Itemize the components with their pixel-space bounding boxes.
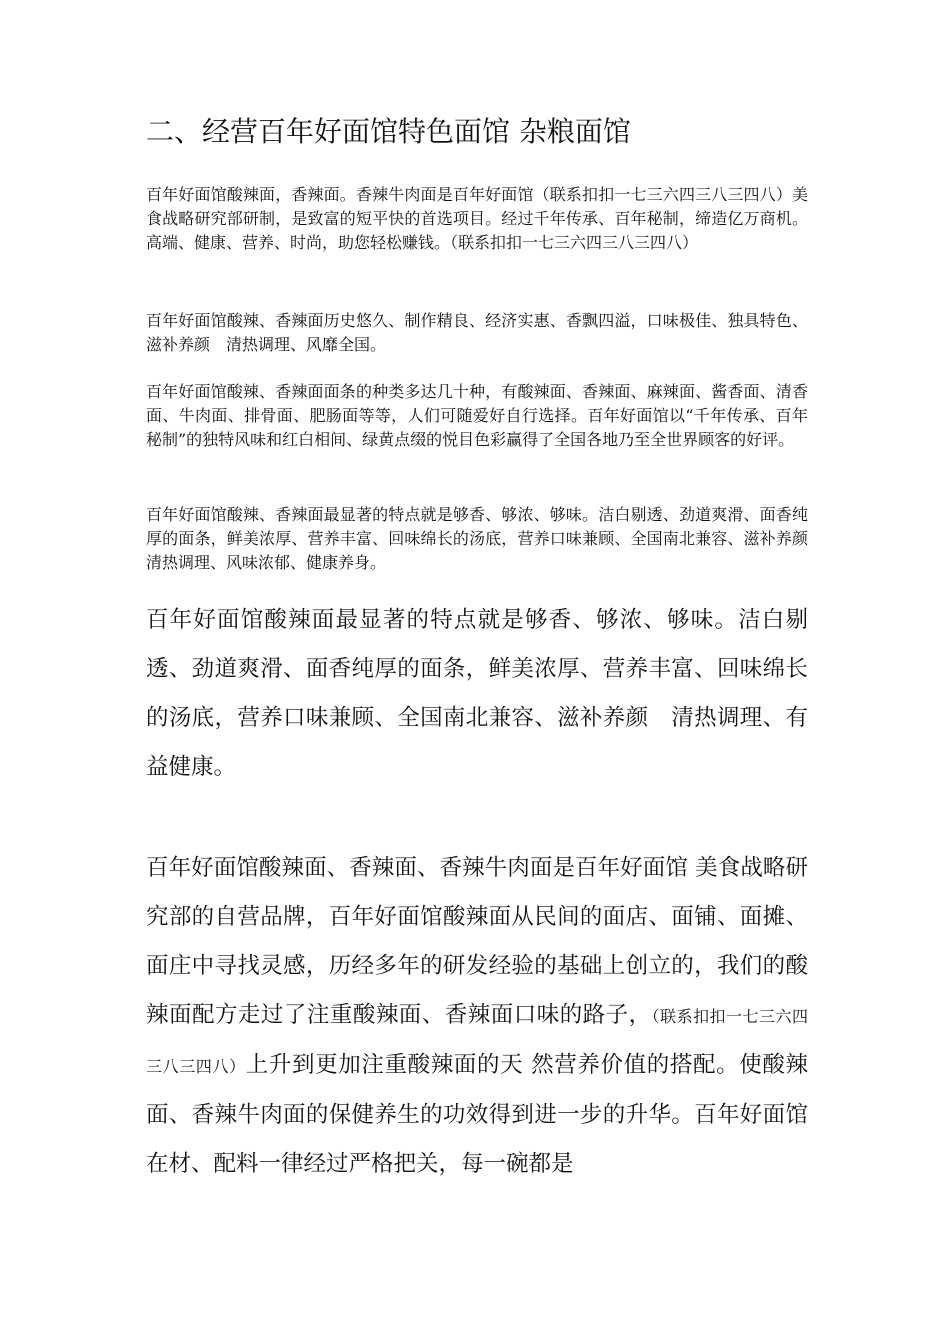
page-title: 二、经营百年好面馆特色面馆 杂粮面馆	[146, 115, 631, 148]
paragraph-brand	[146, 844, 808, 1189]
paragraph-features-large: 百年好面馆酸辣面最显著的特点就是够香、够浓、够味。洁白剔透、劲道爽滑、面香纯厚的面条，鲜美浓厚、营养丰富、回味绵长的汤底，营养口味兼顾、全国南北兼容、滋补养颜 清热调理、有益健康。	[146, 607, 808, 780]
paragraph-brand-part-a: 百年好面馆酸辣面、香辣面、香辣牛肉面是百年好面馆 美食战略研究部的自营品牌，百年好面馆酸辣面从民间的面店、面铺、面摊、面庄中寻找灵感，历经多年的研发经验的基础上创立的，我们的酸辣面配方走过了注重酸辣面、香辣面口味的路子，	[146, 855, 808, 1028]
paragraph-history: 百年好面馆酸辣、香辣面历史悠久、制作精良、经济实惠、香飘四溢，口味极佳、独具特色、滋补养颜 清热调理、风靡全国。	[146, 311, 808, 354]
contact-note: （联系扣扣一七三六四三八三四八）	[146, 1007, 808, 1076]
paragraph-features: 百年好面馆酸辣、香辣面最显著的特点就是够香、够浓、够味。洁白剔透、劲道爽滑、面香纯厚的面条，鲜美浓厚、营养丰富、回味绵长的汤底，营养口味兼顾、全国南北兼容、滋补养颜 清热调理、风味浓郁、健康养身。	[146, 505, 825, 572]
paragraph-varieties: 百年好面馆酸辣、香辣面面条的种类多达几十种，有酸辣面、香辣面、麻辣面、酱香面、清香面、牛肉面、排骨面、肥肠面等等，人们可随爱好自行选择。百年好面馆以“千年传承、百年秘制”的独特风味和红白相间、绿黄点缀的悦目色彩赢得了全国各地乃至全世界顾客的好评。	[146, 382, 808, 449]
paragraph-intro: 百年好面馆酸辣面，香辣面。香辣牛肉面是百年好面馆（联系扣扣一七三六四三八三四八）美食战略研究部研制，是致富的短平快的首选项目。经过千年传承、百年秘制，缔造亿万商机。高端、健康、营养、时尚，助您轻松赚钱。（联系扣扣一七三六四三八三四八）	[146, 185, 808, 252]
paragraph-brand-part-b: 上升到更加注重酸辣面的天 然营养价值的搭配。使酸辣面、香辣牛肉面的保健养生的功效得到进一步的升华。百年好面馆在材、配料一律经过严格把关，每一碗都是	[146, 1052, 808, 1177]
